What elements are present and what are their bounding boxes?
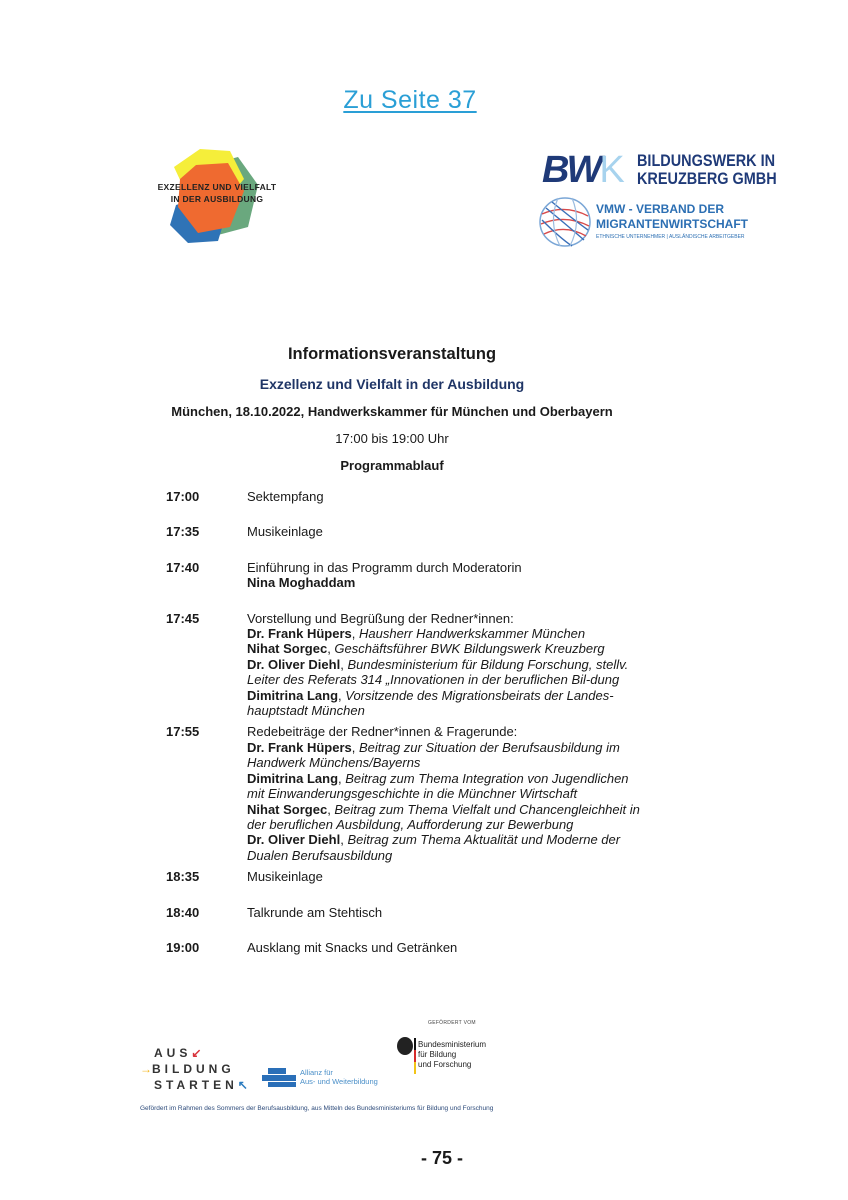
program-item: [166, 560, 666, 591]
speaker-entry: Dimitrina Lang, Beitrag zum Thema Integration von Jugendlichen mit Einwanderungsgeschichte in die Münchner Wirtschaft: [247, 770, 629, 802]
speaker-entry: Dr. Frank Hüpers, Beitrag zur Situation der Berufsausbildung im Handwerk Münchens/Bayerns: [247, 739, 620, 771]
program-text: Redebeiträge der Redner*innen & Fragerunde:: [247, 724, 518, 740]
program-item: [166, 489, 666, 504]
program-time: 17:40: [166, 559, 200, 575]
program-text: Musikeinlage: [247, 869, 323, 885]
event-time-range: 17:00 bis 19:00 Uhr: [335, 431, 449, 446]
program-item: [166, 869, 666, 884]
program-item: [166, 724, 666, 863]
ausbildung-starten-logo: AUS↙ →BILDUNG STARTEN↖: [140, 1046, 248, 1092]
allianz-logo: [260, 1066, 400, 1090]
program-text: Vorstellung und Begrüßung der Redner*innen:: [247, 610, 514, 626]
page-number: - 75 -: [420, 1148, 463, 1168]
bwk-line1: BILDUNGSWERK IN: [637, 151, 776, 170]
arrow-down-left-icon: ↙: [191, 1046, 202, 1060]
bmbf-logo: [395, 1020, 515, 1080]
allianz-mark-icon: [260, 1066, 298, 1088]
page-link[interactable]: Zu Seite 37: [343, 86, 477, 114]
program-item: [166, 905, 666, 920]
arrow-right-icon: →: [140, 1062, 152, 1076]
vmw-line2: MIGRANTENWIRTSCHAFT: [596, 217, 748, 231]
event-location: München, 18.10.2022, Handwerkskammer für München und Oberbayern: [171, 404, 613, 419]
program-text: Musikeinlage: [247, 524, 323, 540]
speaker-entry: Dr. Oliver Diehl, Bundesministerium für Bildung Forschung, stellv. Leiter des Referats 314 „Innovationen in der beruflichen Bil-dung: [247, 656, 629, 688]
bwk-line2: KREUZBERG GMBH: [637, 169, 777, 188]
allianz-text: Allianz für Aus- und Weiterbildung: [300, 1068, 378, 1086]
speaker-entry: Dr. Frank Hüpers, Hausherr Handwerkskammer München: [247, 626, 586, 642]
bwk-logo: [540, 149, 777, 191]
program-text: Talkrunde am Stehtisch: [247, 904, 383, 920]
program-item: [166, 940, 666, 955]
speaker-entry: Dimitrina Lang, Vorsitzende des Migrationsbeirats der Landes-hauptstadt München: [247, 687, 614, 719]
program-list: [166, 489, 666, 955]
event-subtitle: Exzellenz und Vielfalt in der Ausbildung: [259, 376, 525, 392]
logo-text-line2: IN DER AUSBILDUNG: [170, 194, 264, 204]
exzellenz-logo: [140, 145, 290, 245]
speaker-entry: Nihat Sorgec, Beitrag zum Thema Vielfalt und Chancengleichheit in der beruflichen Ausbildung, Aufforderung zur Bewerbung: [247, 801, 640, 832]
page-title: Informationsveranstaltung: [287, 345, 497, 363]
program-time: 18:40: [166, 904, 200, 920]
program-item: [166, 524, 666, 539]
funding-note: Gefördert im Rahmen des Sommers der Berufsausbildung, aus Mitteln des Bundesministeriums für Bildung und Forschung: [140, 1105, 494, 1112]
program-text: Sektempfang: [247, 489, 324, 504]
vmw-logo: [538, 196, 773, 248]
program-time: 17:55: [166, 724, 200, 740]
bwk-mark: BWK: [542, 149, 625, 191]
program-text: Einführung in das Programm durch Moderatorin: [247, 559, 522, 575]
funded-by-label: GEFÖRDERT VOM: [428, 1020, 476, 1026]
program-time: 17:45: [166, 610, 200, 626]
program-item: [166, 611, 666, 719]
bmbf-text: Bundesministerium für Bildung und Forschung: [418, 1040, 487, 1069]
moderator-name: Nina Moghaddam: [247, 575, 356, 591]
program-text: Ausklang mit Snacks und Getränken: [247, 939, 458, 955]
program-time: 17:35: [166, 524, 200, 540]
federal-eagle-icon: [395, 1034, 417, 1078]
globe-icon: [538, 196, 592, 248]
speaker-entry: Dr. Oliver Diehl, Beitrag zum Thema Aktualität und Moderne der Dualen Berufsausbildung: [247, 832, 621, 863]
vmw-line1: VMW - VERBAND DER: [596, 202, 724, 216]
program-time: 19:00: [166, 939, 200, 955]
program-time: 17:00: [166, 489, 200, 504]
program-heading: Programmablauf: [340, 458, 444, 473]
logo-text-line1: EXZELLENZ UND VIELFALT: [157, 182, 277, 192]
arrow-up-left-icon: ↖: [237, 1078, 248, 1092]
program-time: 18:35: [166, 869, 200, 885]
vmw-tagline: ETHNISCHE UNTERNEHMER | AUSLÄNDISCHE ARBEITGEBER: [596, 234, 745, 240]
speaker-entry: Nihat Sorgec, Geschäftsführer BWK Bildungswerk Kreuzberg: [247, 641, 605, 657]
